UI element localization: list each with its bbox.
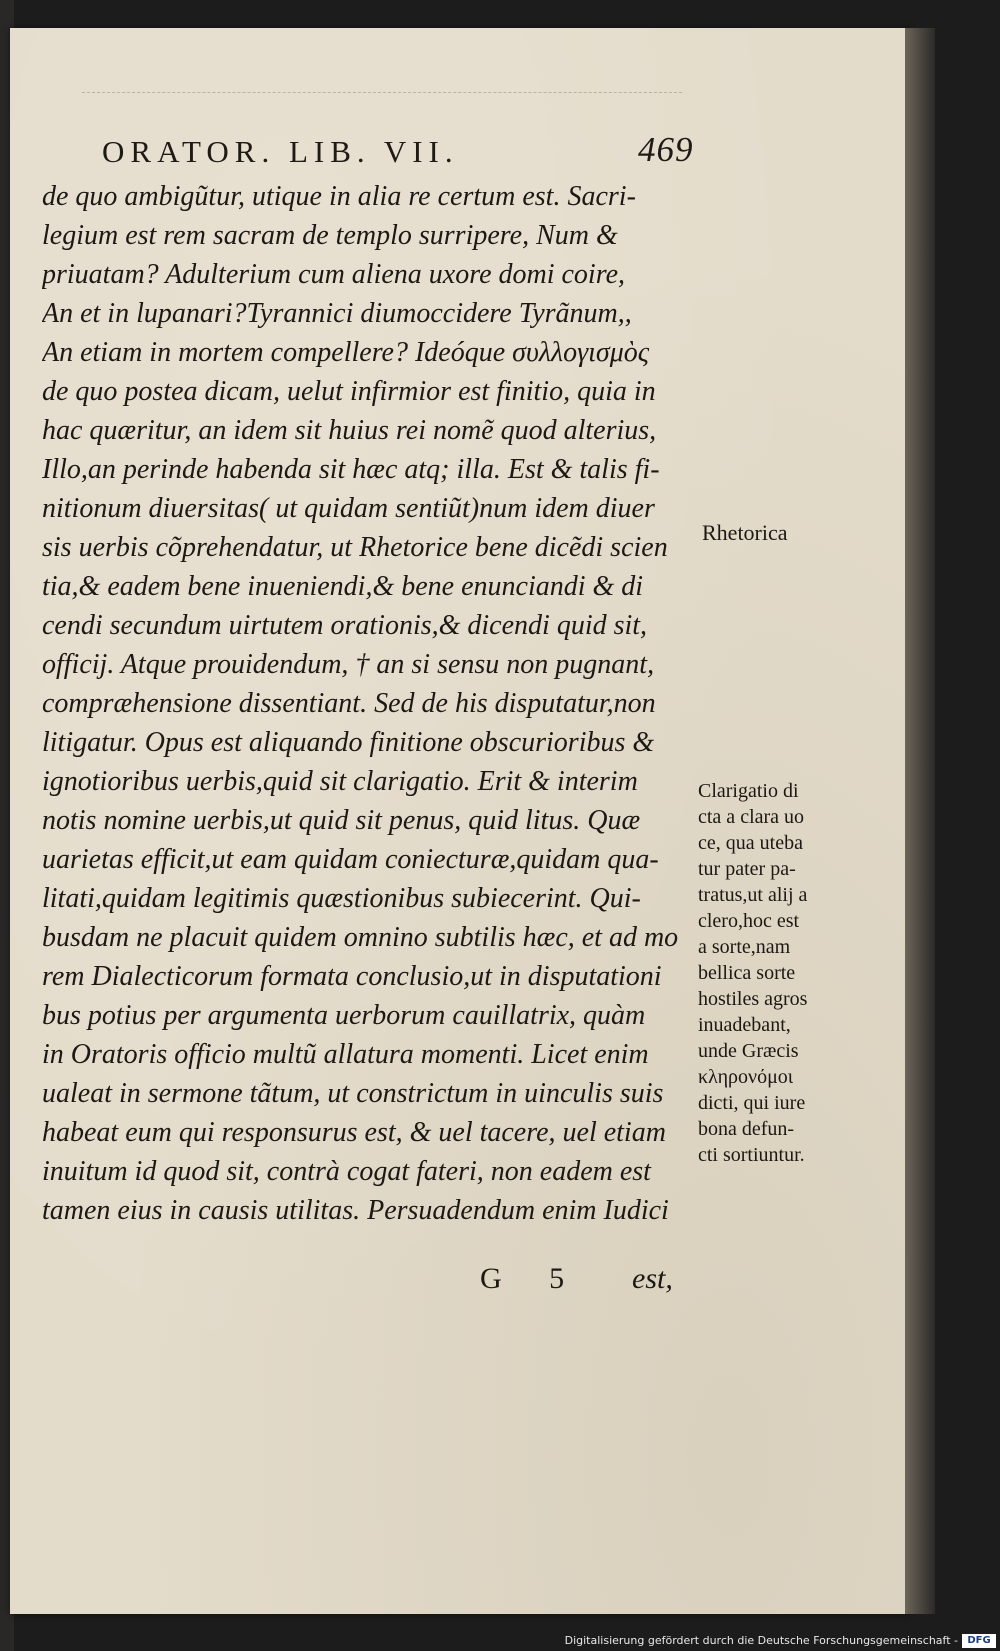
note-line: cti sortiuntur.	[698, 1144, 805, 1166]
text-line: tamen eius in causis utilitas. Persuadendum enim Iudici	[42, 1195, 669, 1226]
page-fore-edge	[905, 28, 935, 1614]
text-line: litigatur. Opus est aliquando finitione obscurioribus &	[42, 727, 655, 758]
main-text-block	[42, 177, 702, 1230]
note-line: tratus,ut alij a	[698, 884, 808, 906]
running-title: ORATOR. LIB. VII.	[102, 134, 459, 169]
note-line: hostiles agros	[698, 988, 808, 1010]
page-number: 469	[638, 130, 694, 169]
note-line: ce, qua uteba	[698, 832, 803, 854]
text-line: habeat eum qui responsurus est, & uel tacere, uel etiam	[42, 1117, 666, 1148]
note-line: tur pater pa-	[698, 858, 796, 880]
text-line: sis uerbis cõprehendatur, ut Rhetorice bene dicẽdi scien	[42, 532, 668, 563]
text-line: compræhensione dissentiant. Sed de his disputatur,non	[42, 688, 656, 719]
note-line: κληρονόμοι	[698, 1066, 794, 1088]
signature-line	[480, 1262, 680, 1306]
text-line: cendi secundum uirtutem orationis,& dicendi quid sit,	[42, 610, 648, 641]
note-line: Clarigatio di	[698, 780, 799, 802]
text-line: An etiam in mortem compellere? Ideóque συλλογισμὸς	[42, 337, 650, 368]
text-line: tia,& eadem bene inueniendi,& bene enunciandi & di	[42, 571, 644, 602]
text-line: legium est rem sacram de templo surripere, Num &	[42, 220, 618, 251]
note-line: clero,hoc est	[698, 910, 800, 932]
text-line: litati,quidam legitimis quæstionibus subiecerint. Qui-	[42, 883, 641, 914]
text-line: ignotioribus uerbis,quid sit clarigatio. Erit & interim	[42, 766, 638, 797]
text-line: nitionum diuersitas( ut quidam sentiũt)num idem diuer	[42, 493, 655, 524]
text-line: Illo,an perinde habenda sit hæc atq; illa. Est & talis fi-	[42, 454, 660, 485]
note-line: inuadebant,	[698, 1014, 791, 1036]
note-line: cta a clara uo	[698, 806, 805, 828]
text-line: rem Dialecticorum formata conclusio,ut in disputationi	[42, 961, 662, 992]
text-line: bus potius per argumenta uerborum cauillatrix, quàm	[42, 1000, 646, 1031]
text-line: notis nomine uerbis,ut quid sit penus, quid litus. Quæ	[42, 805, 641, 836]
catchword: est,	[632, 1262, 673, 1295]
text-line: uarietas efficit,ut eam quidam coniecturæ,quidam qua-	[42, 844, 659, 875]
marginal-note-rhetorica	[702, 520, 788, 546]
text-line: inuitum id quod sit, contrà cogat fateri, non eadem est	[42, 1156, 651, 1187]
text-line: ualeat in sermone tãtum, ut constrictum in uinculis suis	[42, 1078, 664, 1109]
dfg-logo: DFG	[962, 1634, 996, 1648]
text-line: de quo postea dicam, uelut infirmior est finitio, quia in	[42, 376, 656, 407]
text-line: in Oratoris officio multũ allatura momenti. Licet enim	[42, 1039, 649, 1070]
note-line: a sorte,nam	[698, 936, 791, 958]
text-line: priuatam? Adulterium cum aliena uxore domi coire,	[42, 259, 625, 290]
text-line: de quo ambigũtur, utique in alia re certum est. Sacri-	[42, 181, 636, 212]
note-line: bona defun-	[698, 1118, 795, 1140]
note-line: dicti, qui iure	[698, 1092, 806, 1114]
note-line: unde Græcis	[698, 1040, 799, 1062]
text-line: officij. Atque prouidendum, † an si sensu non pugnant,	[42, 649, 655, 680]
running-header	[102, 130, 702, 176]
signature-mark: G 5	[480, 1262, 585, 1295]
text-line: busdam ne placuit quidem omnino subtilis hæc, et ad mo	[42, 922, 679, 953]
text-line: hac quæritur, an idem sit huius rei nomẽ quod alterius,	[42, 415, 657, 446]
text-line: An et in lupanari?Tyrannici diumoccidere Tyrãnum,,	[42, 298, 632, 329]
note-line: Rhetorica	[702, 520, 788, 545]
digitization-credit: Digitalisierung gefördert durch die Deutsche Forschungsgemeinschaft -	[564, 1634, 958, 1647]
page-rule	[82, 92, 682, 93]
note-line: bellica sorte	[698, 962, 796, 984]
marginal-note-clarigatio	[698, 778, 807, 1168]
